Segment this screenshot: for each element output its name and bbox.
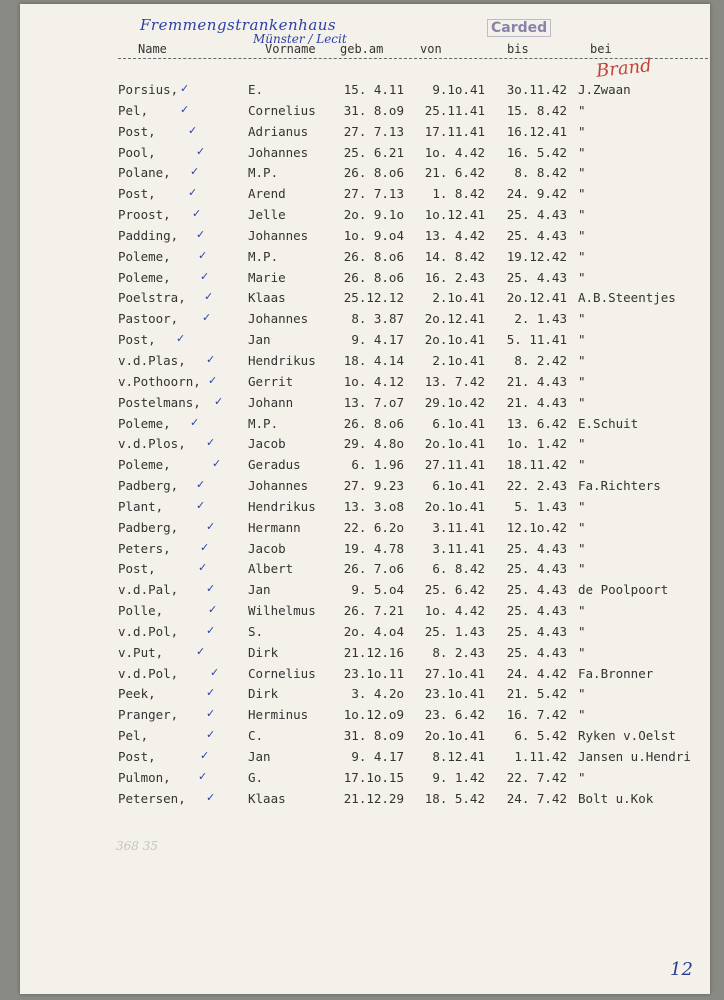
check-mark-icon: ✓ (206, 790, 216, 804)
check-mark-icon: ✓ (206, 436, 216, 450)
row-first-name: Klaas (248, 790, 286, 806)
row-surname: v.Pothoorn, (118, 373, 201, 389)
row-to-date: 1.11.42 (514, 749, 567, 764)
row-birth-date: 17.1o.15 (343, 769, 404, 785)
row-from-date: 2o.1o.41 (424, 332, 485, 348)
row-surname: Polane, (118, 165, 171, 181)
row-employer: " (578, 227, 586, 243)
header-bei: bei (590, 42, 612, 56)
row-birth-date: 27. 7.13 (343, 123, 404, 139)
record-list (20, 82, 710, 812)
row-first-name: M.P. (248, 165, 279, 181)
row-birth-date: 13. 7.o7 (343, 394, 404, 410)
row-surname: Poleme, (118, 415, 171, 431)
row-to-date: 6. 5.42 (514, 728, 567, 744)
row-from-date: 25.11.41 (424, 102, 485, 118)
check-mark-icon: ✓ (212, 457, 222, 471)
row-first-name: Jan (248, 332, 271, 348)
check-mark-icon: ✓ (202, 311, 212, 325)
check-mark-icon: ✓ (200, 269, 210, 283)
row-surname: v.d.Plas, (118, 352, 186, 368)
row-surname: Post, (118, 123, 156, 139)
table-row (20, 290, 710, 311)
row-surname: Padberg, (118, 478, 179, 494)
column-header (20, 42, 710, 58)
row-to-date: 19.12.42 (506, 248, 567, 264)
row-surname: Pulmon, (118, 769, 171, 785)
row-surname: v.d.Pol, (118, 623, 179, 639)
row-first-name: Johannes (248, 227, 309, 243)
row-employer: " (578, 686, 586, 702)
row-employer: " (578, 561, 586, 577)
row-to-date: 24. 4.42 (506, 665, 567, 681)
row-birth-date: 31. 8.o9 (343, 102, 404, 118)
table-row (20, 561, 710, 582)
check-mark-icon: ✓ (204, 290, 214, 304)
row-employer: Jansen u.Hendri (578, 749, 691, 764)
row-from-date: 6. 8.42 (432, 561, 485, 577)
row-employer: " (578, 207, 586, 223)
row-birth-date: 25.12.12 (343, 290, 404, 306)
row-employer: " (578, 498, 586, 514)
row-surname: Poleme, (118, 457, 171, 473)
table-row (20, 124, 710, 145)
row-to-date: 22. 7.42 (506, 769, 567, 785)
row-from-date: 16. 2.43 (424, 269, 485, 285)
check-mark-icon: ✓ (198, 561, 208, 575)
row-from-date: 27.11.41 (424, 457, 485, 473)
row-from-date: 25. 1.43 (424, 623, 485, 639)
row-birth-date: 2o. 9.1o (343, 207, 404, 223)
check-mark-icon: ✓ (180, 82, 190, 95)
row-first-name: G. (248, 769, 264, 785)
row-surname: Peek, (118, 686, 156, 702)
row-birth-date: 15. 4.11 (343, 82, 404, 97)
row-to-date: 24. 9.42 (506, 186, 567, 202)
row-first-name: Hendrikus (248, 498, 316, 514)
row-surname: Post, (118, 749, 156, 764)
table-row (20, 395, 710, 416)
row-surname: Polle, (118, 603, 164, 619)
row-employer: " (578, 540, 586, 556)
table-row (20, 582, 710, 603)
row-to-date: 25. 4.43 (506, 561, 567, 577)
row-to-date: 25. 4.43 (506, 540, 567, 556)
row-first-name: Hendrikus (248, 352, 316, 368)
row-from-date: 18. 5.42 (424, 790, 485, 806)
row-first-name: Jacob (248, 436, 286, 452)
row-to-date: 8. 8.42 (514, 165, 567, 181)
row-employer: Fa.Richters (578, 478, 661, 494)
row-employer: " (578, 311, 586, 327)
row-birth-date: 1o. 9.o4 (343, 227, 404, 243)
row-from-date: 6.1o.41 (432, 478, 485, 494)
row-surname: Pastoor, (118, 311, 179, 327)
row-to-date: 2. 1.43 (514, 311, 567, 327)
row-employer: J.Zwaan (578, 82, 631, 97)
header-vorname: Vorname (265, 42, 316, 56)
row-birth-date: 29. 4.8o (343, 436, 404, 452)
table-row (20, 186, 710, 207)
row-to-date: 16. 7.42 (506, 707, 567, 723)
table-row (20, 207, 710, 228)
header-bis: bis (507, 42, 529, 56)
check-mark-icon: ✓ (176, 332, 186, 346)
row-first-name: Herminus (248, 707, 309, 723)
check-mark-icon: ✓ (196, 498, 206, 512)
row-birth-date: 26. 8.o6 (343, 269, 404, 285)
row-first-name: Hermann (248, 519, 301, 535)
row-birth-date: 9. 4.17 (351, 332, 404, 348)
row-employer: " (578, 769, 586, 785)
row-employer: " (578, 394, 586, 410)
row-to-date: 12.1o.42 (506, 519, 567, 535)
row-employer: " (578, 373, 586, 389)
row-birth-date: 25. 6.21 (343, 144, 404, 160)
row-from-date: 14. 8.42 (424, 248, 485, 264)
check-mark-icon: ✓ (200, 540, 210, 554)
row-employer: " (578, 165, 586, 181)
row-from-date: 2o.12.41 (424, 311, 485, 327)
row-birth-date: 2o. 4.o4 (343, 623, 404, 639)
check-mark-icon: ✓ (196, 227, 206, 241)
check-mark-icon: ✓ (208, 373, 218, 387)
row-from-date: 2.1o.41 (432, 352, 485, 368)
table-row (20, 436, 710, 457)
row-employer: Bolt u.Kok (578, 790, 654, 806)
table-row (20, 270, 710, 291)
row-first-name: Johannes (248, 144, 309, 160)
row-surname: Porsius, (118, 82, 179, 97)
check-mark-icon: ✓ (206, 623, 216, 637)
row-birth-date: 3. 4.2o (351, 686, 404, 702)
row-from-date: 6.1o.41 (432, 415, 485, 431)
row-first-name: Cornelius (248, 102, 316, 118)
row-to-date: 15. 8.42 (506, 102, 567, 118)
row-first-name: Jacob (248, 540, 286, 556)
row-surname: Post, (118, 332, 156, 348)
row-first-name: Gerrit (248, 373, 294, 389)
row-to-date: 5. 11.41 (506, 332, 567, 348)
row-birth-date: 26. 7.o6 (343, 561, 404, 577)
row-from-date: 2o.1o.41 (424, 436, 485, 452)
row-first-name: Albert (248, 561, 294, 577)
table-row (20, 478, 710, 499)
row-employer: " (578, 603, 586, 619)
row-to-date: 21. 4.43 (506, 373, 567, 389)
check-mark-icon: ✓ (208, 603, 218, 617)
table-row (20, 249, 710, 270)
row-first-name: S. (248, 623, 264, 639)
row-employer: de Poolpoort (578, 582, 669, 598)
row-from-date: 3.11.41 (432, 519, 485, 535)
table-row (20, 457, 710, 478)
row-to-date: 25. 4.43 (506, 227, 567, 243)
row-first-name: Johannes (248, 478, 309, 494)
row-first-name: C. (248, 728, 264, 744)
row-from-date: 1. 8.42 (432, 186, 485, 202)
row-employer: " (578, 707, 586, 723)
row-surname: Pool, (118, 144, 156, 160)
row-to-date: 16. 5.42 (506, 144, 567, 160)
row-surname: v.d.Plos, (118, 436, 186, 452)
row-birth-date: 18. 4.14 (343, 352, 404, 368)
row-from-date: 1o. 4.42 (424, 603, 485, 619)
header-von: von (420, 42, 442, 56)
row-birth-date: 8. 3.87 (351, 311, 404, 327)
row-from-date: 8. 2.43 (432, 644, 485, 660)
table-row (20, 353, 710, 374)
row-birth-date: 27. 7.13 (343, 186, 404, 202)
header-divider (118, 58, 708, 59)
table-row (20, 103, 710, 124)
row-to-date: 24. 7.42 (506, 790, 567, 806)
row-surname: Pel, (118, 102, 149, 118)
table-row (20, 145, 710, 166)
row-birth-date: 6. 1.96 (351, 457, 404, 473)
row-surname: Padberg, (118, 519, 179, 535)
row-birth-date: 26. 7.21 (343, 603, 404, 619)
table-row (20, 520, 710, 541)
table-row (20, 82, 710, 103)
row-birth-date: 21.12.16 (343, 644, 404, 660)
row-from-date: 23. 6.42 (424, 707, 485, 723)
table-row (20, 770, 710, 791)
page-number: 12 (670, 959, 693, 980)
check-mark-icon: ✓ (198, 769, 208, 783)
row-from-date: 1o. 4.42 (424, 144, 485, 160)
row-from-date: 9. 1.42 (432, 769, 485, 785)
row-employer: Ryken v.Oelst (578, 728, 676, 744)
row-from-date: 23.1o.41 (424, 686, 485, 702)
row-employer: " (578, 644, 586, 660)
check-mark-icon: ✓ (190, 165, 200, 179)
check-mark-icon: ✓ (214, 394, 224, 408)
check-mark-icon: ✓ (200, 749, 210, 762)
row-birth-date: 9. 5.o4 (351, 582, 404, 598)
row-surname: Poleme, (118, 269, 171, 285)
row-first-name: Geradus (248, 457, 301, 473)
row-birth-date: 26. 8.o6 (343, 248, 404, 264)
row-birth-date: 1o. 4.12 (343, 373, 404, 389)
table-row (20, 603, 710, 624)
row-surname: Proost, (118, 207, 171, 223)
row-to-date: 16.12.41 (506, 123, 567, 139)
check-mark-icon: ✓ (188, 123, 198, 137)
row-employer: " (578, 269, 586, 285)
row-employer: " (578, 186, 586, 202)
row-birth-date: 26. 8.o6 (343, 415, 404, 431)
table-row (20, 624, 710, 645)
handwritten-subtitle: Münster / Lecit (253, 32, 347, 46)
row-first-name: Arend (248, 186, 286, 202)
check-mark-icon: ✓ (206, 352, 216, 366)
table-row (20, 499, 710, 520)
row-to-date: 21. 5.42 (506, 686, 567, 702)
check-mark-icon: ✓ (196, 644, 206, 658)
table-row (20, 645, 710, 666)
row-surname: v.d.Pol, (118, 665, 179, 681)
row-employer: " (578, 144, 586, 160)
row-first-name: Marie (248, 269, 286, 285)
table-row (20, 165, 710, 186)
red-handwritten-note: Brand (595, 55, 653, 82)
row-surname: Pel, (118, 728, 149, 744)
row-from-date: 13. 4.42 (424, 227, 485, 243)
check-mark-icon: ✓ (190, 415, 200, 429)
row-to-date: 18.11.42 (506, 457, 567, 473)
table-row (20, 332, 710, 353)
row-to-date: 21. 4.43 (506, 394, 567, 410)
table-row (20, 541, 710, 562)
row-from-date: 8.12.41 (432, 749, 485, 764)
row-first-name: Dirk (248, 686, 279, 702)
row-from-date: 25. 6.42 (424, 582, 485, 598)
row-employer: " (578, 332, 586, 348)
row-birth-date: 19. 4.78 (343, 540, 404, 556)
row-to-date: 1o. 1.42 (506, 436, 567, 452)
table-row (20, 728, 710, 749)
row-first-name: Johann (248, 394, 294, 410)
table-row (20, 707, 710, 728)
row-surname: Poelstra, (118, 290, 186, 306)
row-employer: " (578, 436, 586, 452)
row-from-date: 3.11.41 (432, 540, 485, 556)
row-from-date: 2o.1o.41 (424, 498, 485, 514)
row-to-date: 5. 1.43 (514, 498, 567, 514)
row-first-name: Cornelius (248, 665, 316, 681)
row-to-date: 25. 4.43 (506, 644, 567, 660)
pencil-note: 368 35 (116, 839, 158, 853)
row-from-date: 29.1o.42 (424, 394, 485, 410)
row-surname: v.d.Pal, (118, 582, 179, 598)
row-to-date: 25. 4.43 (506, 582, 567, 598)
row-surname: Plant, (118, 498, 164, 514)
row-employer: " (578, 248, 586, 264)
row-surname: Peters, (118, 540, 171, 556)
row-surname: Pranger, (118, 707, 179, 723)
row-surname: Poleme, (118, 248, 171, 264)
row-first-name: Johannes (248, 311, 309, 327)
row-to-date: 3o.11.42 (506, 82, 567, 97)
row-first-name: M.P. (248, 415, 279, 431)
row-from-date: 13. 7.42 (424, 373, 485, 389)
row-to-date: 22. 2.43 (506, 478, 567, 494)
table-row (20, 374, 710, 395)
row-to-date: 25. 4.43 (506, 603, 567, 619)
check-mark-icon: ✓ (206, 686, 216, 700)
row-from-date: 21. 6.42 (424, 165, 485, 181)
row-first-name: Adrianus (248, 123, 309, 139)
table-row (20, 749, 710, 770)
row-to-date: 13. 6.42 (506, 415, 567, 431)
check-mark-icon: ✓ (206, 582, 216, 596)
check-mark-icon: ✓ (206, 728, 216, 742)
table-row (20, 791, 710, 812)
row-first-name: Dirk (248, 644, 279, 660)
check-mark-icon: ✓ (192, 207, 202, 221)
row-employer: " (578, 102, 586, 118)
check-mark-icon: ✓ (196, 478, 206, 492)
row-first-name: Wilhelmus (248, 603, 316, 619)
row-to-date: 25. 4.43 (506, 269, 567, 285)
check-mark-icon: ✓ (196, 144, 206, 158)
row-surname: Post, (118, 186, 156, 202)
row-surname: Padding, (118, 227, 179, 243)
header-geb: geb.am (340, 42, 384, 56)
row-birth-date: 22. 6.2o (343, 519, 404, 535)
row-employer: " (578, 123, 586, 139)
row-to-date: 25. 4.43 (506, 623, 567, 639)
handwritten-title: Fremmengstrankenhaus (140, 16, 337, 34)
table-row (20, 311, 710, 332)
row-first-name: Jan (248, 749, 271, 764)
row-from-date: 27.1o.41 (424, 665, 485, 681)
check-mark-icon: ✓ (180, 102, 190, 116)
row-surname: Post, (118, 561, 156, 577)
header-name: Name (138, 42, 167, 56)
row-employer: Fa.Bronner (578, 665, 654, 681)
row-birth-date: 1o.12.o9 (343, 707, 404, 723)
row-birth-date: 27. 9.23 (343, 478, 404, 494)
row-first-name: Jan (248, 582, 271, 598)
row-first-name: M.P. (248, 248, 279, 264)
row-surname: Postelmans, (118, 394, 201, 410)
row-from-date: 9.1o.41 (432, 82, 485, 97)
check-mark-icon: ✓ (188, 186, 198, 200)
check-mark-icon: ✓ (210, 665, 220, 679)
row-from-date: 2.1o.41 (432, 290, 485, 306)
table-row (20, 666, 710, 687)
row-from-date: 2o.1o.41 (424, 728, 485, 744)
table-row (20, 416, 710, 437)
row-first-name: Jelle (248, 207, 286, 223)
check-mark-icon: ✓ (198, 248, 208, 262)
check-mark-icon: ✓ (206, 707, 216, 721)
row-birth-date: 13. 3.o8 (343, 498, 404, 514)
row-to-date: 25. 4.43 (506, 207, 567, 223)
row-surname: v.Put, (118, 644, 164, 660)
table-row (20, 228, 710, 249)
row-from-date: 1o.12.41 (424, 207, 485, 223)
row-employer: " (578, 352, 586, 368)
row-birth-date: 31. 8.o9 (343, 728, 404, 744)
row-to-date: 2o.12.41 (506, 290, 567, 306)
row-birth-date: 21.12.29 (343, 790, 404, 806)
row-employer: " (578, 623, 586, 639)
check-mark-icon: ✓ (206, 519, 216, 533)
row-from-date: 17.11.41 (424, 123, 485, 139)
row-employer: A.B.Steentjes (578, 290, 676, 306)
row-employer: E.Schuit (578, 415, 639, 431)
row-employer: " (578, 519, 586, 535)
row-first-name: E. (248, 82, 264, 97)
row-birth-date: 9. 4.17 (351, 749, 404, 764)
row-first-name: Klaas (248, 290, 286, 306)
row-birth-date: 23.1o.11 (343, 665, 404, 681)
row-employer: " (578, 457, 586, 473)
document-page (20, 4, 710, 994)
row-birth-date: 26. 8.o6 (343, 165, 404, 181)
carded-stamp: Carded (487, 19, 551, 37)
row-surname: Petersen, (118, 790, 186, 806)
table-row (20, 686, 710, 707)
row-to-date: 8. 2.42 (514, 352, 567, 368)
